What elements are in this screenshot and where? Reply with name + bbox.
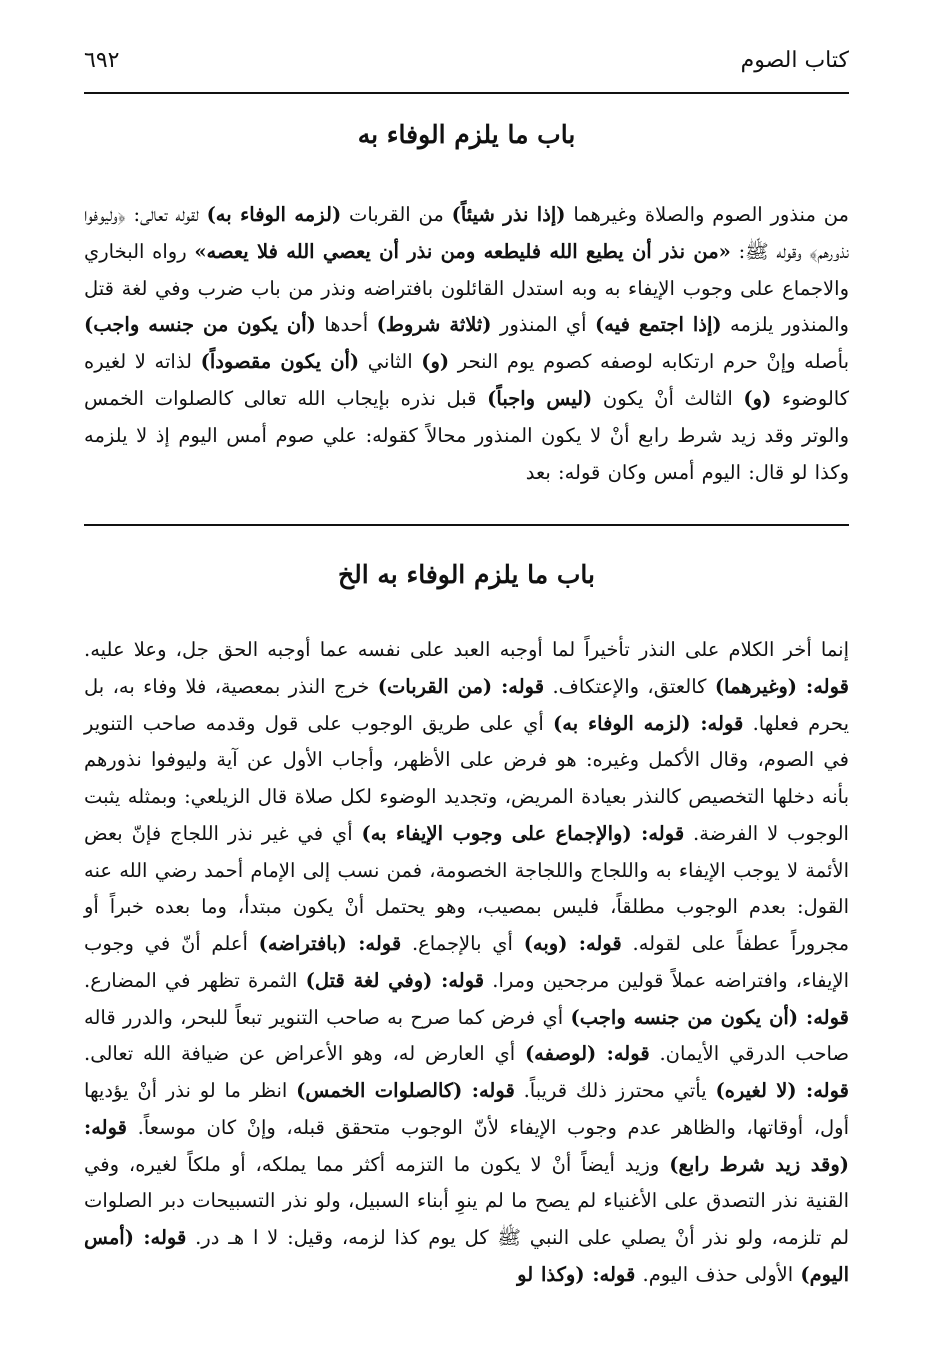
text-run: انظر ما لو نذر أنْ يؤديها أول، أوقاتها، والظاهر عدم وجوب الإيفاء لأنّ الوجوب متحقق قبله، وإنْ كان موسعاً. xyxy=(84,1079,849,1139)
matn-quote: (أن يكون من جنسه واجب) xyxy=(84,313,316,337)
commentary-lemma: قوله: (وبه) xyxy=(523,932,622,955)
commentary-lemma: قوله: (كالصلوات الخمس) xyxy=(296,1079,515,1102)
text-run: الثمرة تظهر في المضارع. xyxy=(84,968,306,992)
text-run: أي فرض كما صرح به صاحب التنوير تبعاً للبحر، والدرر قاله صاحب الدرقي الأيمان. xyxy=(84,1005,850,1066)
matn-quote: (إذا نذر شيئاً) xyxy=(451,203,566,226)
book-title: كتاب الصوم xyxy=(740,47,849,73)
section-heading-commentary: باب ما يلزم الوفاء به الخ xyxy=(337,560,595,589)
matn-quote: (لزمه الوفاء به) xyxy=(206,203,342,226)
commentary-lemma: قوله: (وقد زيد شرط رابع) xyxy=(84,1115,849,1176)
text-run: الثاني xyxy=(359,350,422,374)
commentary-lemma: قوله: (لزمه الوفاء به) xyxy=(553,711,744,735)
commentary-lemma: قوله: (وغيرهما) xyxy=(714,674,849,698)
commentary-lemma: قوله: (وكذا لو xyxy=(517,1262,636,1286)
matn-quote: (أن يكون مقصوداً) xyxy=(200,350,360,374)
commentary-lemma: قوله: (بافتراضه) xyxy=(258,932,402,955)
text-run: أحدها xyxy=(315,313,377,337)
text-run: الأولى حذف اليوم. xyxy=(635,1262,801,1286)
commentary-lemma: قوله: (من القربات) xyxy=(377,674,545,698)
text-run: لقوله تعالى: ﴿وليوفوا نذورهم﴾ وقوله ﷺ: xyxy=(84,203,849,263)
text-run: كالعتق، والإعتكاف. xyxy=(544,674,715,698)
text-run: أي بالإجماع. xyxy=(401,932,524,955)
matn-quote: (ثلاثة شروط) xyxy=(376,313,492,337)
text-run: أي المنذور xyxy=(491,313,595,337)
text-run: بأصله وإنْ حرم ارتكابه لوصفه كصوم يوم النحر xyxy=(449,350,850,374)
page-header xyxy=(84,40,849,80)
section-divider xyxy=(84,524,849,526)
commentary-lemma: قوله: (والإجماع على وجوب الإيفاء به) xyxy=(361,821,685,845)
text-run: خرج النذر بمعصية، فلا وفاء به، بل يحرم فعلها. xyxy=(84,674,850,735)
hadith-quote: «من نذر أن يطيع الله فليطعه ومن نذر أن يعصي الله فلا يعصه» xyxy=(194,239,731,263)
matn-quote: (و) xyxy=(421,350,450,374)
text-run: من القربات xyxy=(341,203,452,226)
text-run: يأتي محترز ذلك قريباً. xyxy=(514,1079,716,1102)
commentary-lemma: قوله: (لا لغيره) xyxy=(715,1079,849,1102)
commentary-lemma: قوله: (لوصفه) xyxy=(524,1042,650,1066)
commentary-paragraph xyxy=(84,632,849,1294)
text-run: لذاته لا لغيره كالوضوء xyxy=(84,350,849,410)
main-text xyxy=(84,197,849,491)
text-run: قبل نذره بإيجاب الله تعالى كالصلوات الخمس والوتر وقد زيد شرط رابع أنْ لا يكون المنذور محالاً كقوله: علي صوم أمس اليوم إذ لا يلزمه وكذا لو قال: اليوم أمس وكان قوله: بعد xyxy=(84,386,849,484)
text-run: أعلم أنّ في وجوب الإيفاء، وافتراضه عملاً قولين مرجحين ومرا. xyxy=(84,932,849,992)
page-number: ٦٩٢ xyxy=(84,47,120,73)
commentary-lemma: قوله: (أمس اليوم) xyxy=(84,1226,849,1286)
section-heading-main: باب ما يلزم الوفاء به xyxy=(357,120,576,149)
header-rule xyxy=(84,92,849,94)
text-run: الثالث أنْ يكون xyxy=(592,386,744,410)
text-run: رواه البخاري والاجماع على وجوب الإيفاء به وبه استدل القائلون بافتراضه ونذر من باب ضرب وفي لغة قتل والمنذور يلزمه xyxy=(84,239,849,337)
text-run: أي العارض له، وهو الأعراض عن ضيافة الله تعالى. xyxy=(84,1042,525,1066)
text-run: وزيد أيضاً أنْ لا يكون ما التزمه أكثر مما يملكه، أو ملكاً لغيره، وفي القنية نذر التصدق على الأغنياء لم يصح ما لم ينوِ أبناء السبيل، ولو نذر التسبيحات دبر الصلوات لم تلزمه، ولو نذر أنْ يصلي على النبي ﷺ كل يوم كذا لزمه، وقيل: لا ا هـ در. xyxy=(84,1152,850,1249)
commentary-text xyxy=(84,632,849,1294)
main-paragraph xyxy=(84,197,849,491)
commentary-lemma: قوله: (أن يكون من جنسه واجب) xyxy=(570,1005,849,1029)
text-run: أي على طريق الوجوب على قول وقدمه صاحب التنوير في الصوم، وقال الأكمل وغيره: هو فرض على الأظهر، وأجاب الأول عن آية وليوفوا نذورهم بأنه دخلها التخصيص كالنذر بعيادة المريض، وتجديد الوضوء لكل صلاة قال الزيلعي: وبمثله يثبت الوجوب لا الفرضة. xyxy=(84,711,849,845)
commentary-lemma: قوله: (وفي لغة قتل) xyxy=(305,968,485,992)
text-run: إنما أخر الكلام على النذر تأخيراً لما أوجبه العبد على نفسه عما أوجبه الحق جل، وعلا عليه. xyxy=(84,638,849,661)
matn-quote: (ليس واجباً) xyxy=(487,386,593,410)
matn-quote: (و) xyxy=(743,386,772,410)
text-run: أي في غير نذر اللجاج فإنّ بعض الأئمة لا يوجب الإيفاء به واللجاج واللجاجة الخصومة، فمن نسب إلى الإمام أحمد رضي الله عنه القول: بعدم الوجوب مطلقاً، فليس بمصيب، وهو يحتمل أنْ يكون مبتدأ، وما بعده خبراً أو مجروراً عطفاً على لقوله. xyxy=(84,821,850,955)
matn-quote: (إذا اجتمع فيه) xyxy=(595,313,722,337)
text-run: من منذور الصوم والصلاة وغيرهما xyxy=(565,203,849,226)
